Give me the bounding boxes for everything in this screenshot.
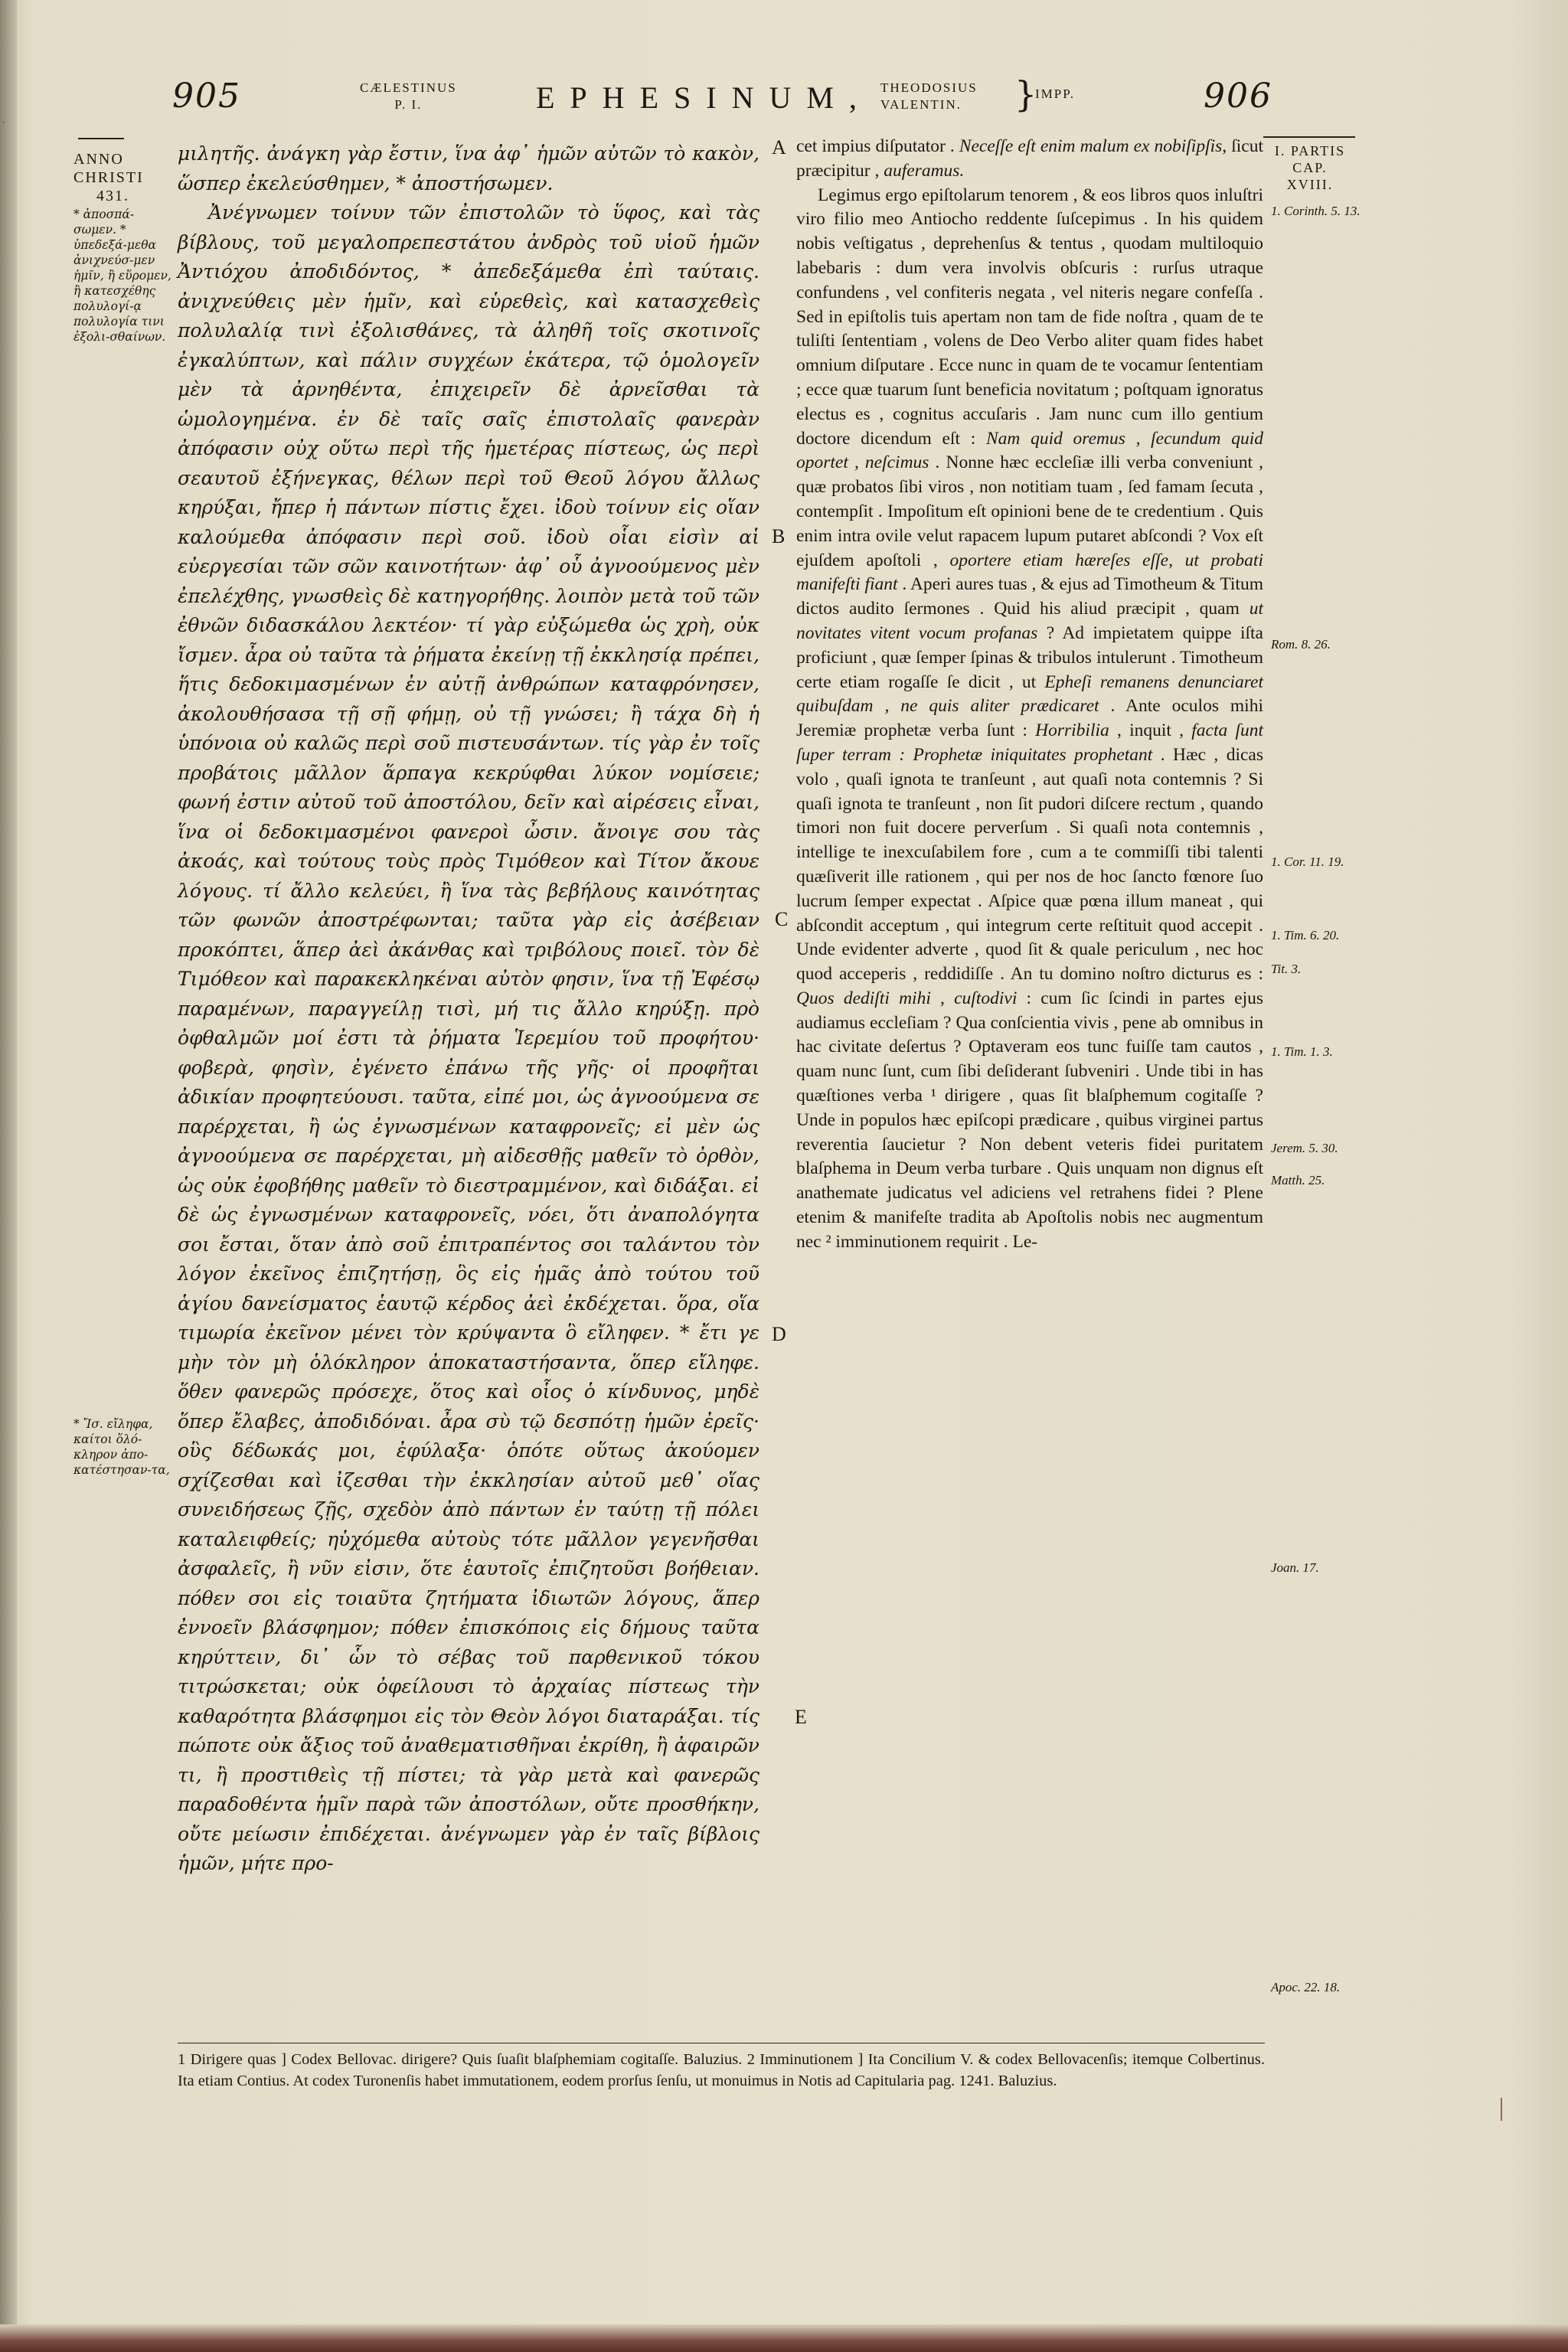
section-letter-e: E (795, 1706, 807, 1728)
section-letter-c: C (775, 908, 789, 930)
header-left-line2: P. I. (394, 97, 423, 112)
latin-text: . Nonne hæc eccleſiæ illi verba conveniunt , quæ probatos ſibi viros , non notitiam tuam , ſed famam ſecuta , contempſit . Impoſitum eſt opinioni bene de te credentium . Quis enim intra ovile velut rapacem lupum putaret abſcondi ? Vox eſt ejuſdem apoſtoli , (796, 452, 1264, 570)
quotation-text: oportere etiam hæreſes eſſe, ut probati manifeſti fiant (796, 550, 1263, 595)
margin-note-variant-1: * ἀποσπά-σωμεν. * ὑπεδεξά-μεθα ἀνιχνεύσ-μεν ἡμῖν, ἢ εὕρομεν, ἢ κατεσχέθης πολυλογί-ᾳ πολυλογία τινι ἐξολι-σθαίνων. (74, 207, 172, 344)
quotation-text: Horribilia (1035, 720, 1109, 741)
latin-paragraph (796, 135, 1263, 184)
quotation-text: facta ſunt ſuper terram : Prophetæ iniquitates prophetant (796, 720, 1263, 765)
scripture-ref: Apoc. 22. 18. (1271, 1980, 1341, 1994)
scripture-ref: Joan. 17. (1271, 1560, 1319, 1575)
page-number-right: 906 (1204, 77, 1272, 116)
scripture-ref: Jerem. 5. 30. (1271, 1141, 1338, 1155)
edge-mark: · (2, 115, 6, 131)
header-brace: } (1014, 74, 1037, 115)
anno-christi (74, 150, 165, 205)
latin-text: . Ante oculos mihi Jeremiæ prophetæ verba ſunt : (796, 696, 1263, 741)
section-letter-d: D (772, 1323, 786, 1345)
scripture-ref: 1. Corinth. 5. 13. (1271, 204, 1361, 218)
quotation-text: Quos dediſti mihi , cuſtodivi (796, 988, 1018, 1008)
latin-text: ? Ad impietatem quippe iſta proficiunt , quæ ſemper ſpinas & tribulos intulerunt . Timotheum certe etiam rogaſſe ſe dicit , ut (796, 622, 1263, 692)
quotation-text: Neceſſe eſt enim malum ex nobiſipſis (959, 136, 1223, 156)
latin-text: Legimus ergo epiſtolarum tenorem , & eos libros quos inluſtri viro filio meo Antiocho reddente ſuſcepimus . In his quidem nobis veſtigatus , deprehenſus & tentus , quodam multiloquio labebaris : dum vera involvis obſcuris : rurſus utraque confundens , vel confiteris negata , vel niteris negare confeſſa . Sed in epiſtolis tuis apertam non tam de fide noſtra , quam de te tuliſti ſententiam , volens de Deo Verbo aliter quam fides habet omnium diſputare . Ecce nunc in quam de te vocamur ſententiam ; ecce quæ tuarum ſunt beneficia novitatum ; poſtquam ignoratus electus es , cognitus accuſaris . Jam nunc cum illo gentium doctore dicendum eſt : (796, 185, 1263, 449)
anno-line1: ANNO (74, 151, 124, 168)
part-chapter-note (1265, 142, 1355, 193)
running-title: EPHESINUM, (536, 80, 872, 115)
cap-label: CAP. (1292, 160, 1328, 175)
margin-rule-right (1263, 136, 1355, 138)
header-left-line1: CÆLESTINUS (360, 80, 457, 95)
latin-text-column (796, 135, 1263, 1255)
scripture-ref: 1. Cor. 11. 19. (1271, 854, 1344, 869)
scripture-ref: Rom. 8. 26. (1271, 637, 1331, 652)
section-letter-a: A (772, 136, 786, 158)
quotation-text: ut novitates vitent vocum profanas (796, 599, 1263, 643)
quotation-text: auferamus. (884, 160, 965, 181)
margin-rule-left (78, 138, 124, 139)
latin-text: . Aperi aures tuas , & ejus ad Timotheum & Titum dictos audito ſermones . Quid his aliud præcipit , quam (796, 574, 1263, 619)
greek-paragraph: Ἀνέγνωμεν τοίνυν τῶν ἐπιστολῶν τὸ ὕφος, καὶ τὰς βίβλους, τοῦ μεγαλοπρεπεστάτου ἀνδρὸς τοῦ υἱοῦ ἡμῶν Ἀντιόχου ἀποδιδόντος, * ἀπεδεξάμεθα ἐπὶ ταύταις. ἀνιχνεύθεις μὲν ἡμῖν, καὶ εὑρεθεὶς, καὶ κατασχεθεὶς πολυλαλίᾳ τινὶ ἐξολισθάνες, τὰ ἀληθῆ τοῖς σκοτινοῖς ἐγκαλύπτων, καὶ πάλιν συγχέων ἑκάτερα, τῷ ὁμολογεῖν μὲν τὰ ἀρνηθέντα, ἐπιχειρεῖν δὲ ἀρνεῖσθαι τὰ ὡμολογημένα. ἐν δὲ ταῖς σαῖς ἐπιστολαῖς φανερὰν ἀπόφασιν οὐχ οὕτω περὶ τῆς ἡμετέρας πίστεως, ὡς περὶ σεαυτοῦ ἐξήνεγκας, θέλων περὶ τοῦ Θεοῦ λόγου ἄλλως κηρύξαι, ἤπερ ἡ πάντων πίστις ἔχει. ἰδοὺ τοίνυν εἰς οἵαν καλούμεθα ἀπόφασιν περὶ σοῦ. ἰδοὺ οἷαι εἰσὶν αἱ εὐεργεσίαι τῶν σῶν καινοτήτων· ἀφ᾽ οὗ ἀγνοούμενος μὲν ἐπελέχθης, γνωσθεὶς δὲ κατηγορήθης. λοιπὸν μετὰ τοῦ τῶν ἐθνῶν διδασκάλου λεκτέον· τί γὰρ εὐξώμεθα ὡς χρὴ, οὐκ ἴσμεν. ἆρα οὐ ταῦτα τὰ ῥήματα ἐκείνῃ τῇ ἐκκλησίᾳ πρέπει, ἥτις δεδοκιμασμένων ἐν αὐτῇ ἀνθρώπων καταφρόνησεν, ἀκολουθήσασα τῇ σῇ φήμῃ, οὐ τῇ γνώσει; ἢ τάχα δὴ ἡ ὑπόνοια οὐ καλῶς περὶ σοῦ πιστευσάντων. τίς γὰρ ἐν τοῖς προβάτοις μᾶλλον ἅρπαγα κεκρύφθαι λύκον νομίσειε; φωνή ἐστιν αὐτοῦ τοῦ ἀποστόλου, δεῖν καὶ αἱρέσεις εἶναι, ἵνα οἱ δεδοκιμασμένοι φανεροὶ ὦσιν. ἄνοιγε σου τὰς ἀκοάς, καὶ τούτους τοὺς πρὸς Τιμόθεον καὶ Τίτον ἄκουε λόγους. τί ἄλλο κελεύει, ἢ ἵνα τὰς βεβήλους καινότητας τῶν φωνῶν ἀποστρέφωνται; ταῦτα γὰρ εἰς ἀσέβειαν προκόπτει, ἅπερ ἀεὶ ἀκάνθας καὶ τριβόλους ποιεῖ. τὸν δὲ Τιμόθεον καὶ παρακεκληκέναι αὐτὸν φησιν, ἵνα τῇ Ἐφέσῳ παραμένων, παραγγείλῃ τισὶ, μή τις ἄλλο κηρύξῃ. πρὸ ὀφθαλμῶν μοί ἐστι τὰ ῥήματα Ἱερεμίου τοῦ προφήτου· φοβερὰ, φησὶν, ἐγένετο ἐπάνω τῆς γῆς· οἱ προφῆται ἀδικίαν προφητεύουσι. ταῦτα, εἰπέ μοι, ὡς ἀγνοούμενα σε παρέρχεται, ἢ ὡς ἐγνωσμένων καταφρονεῖς; εἰ μὲν ὡς ἀγνοούμενα σε παρέρχεται, μὴ αἰδεσθῇς μαθεῖν τὸ ὀρθὸν, ὡς οὐκ ἐφοβήθης μαθεῖν τὸ διεστραμμένον, καὶ διδάξαι. εἰ δὲ ὡς ἐγνωσμένων καταφρονεῖς, νόει, ὅτι ἀναπολόγητα σοι ἔσται, ὅταν ἀπὸ σοῦ ἐπιτραπέντος σοι ταλάντου τὸν λόγον ἐκεῖνος ἐπιζητήσῃ, ὃς εἰς ἡμᾶς ἀπὸ τούτου τοῦ ἁγίου δανείσματος ἑαυτῷ κέρδος ἀεὶ ἐκδέχεται. ὅρα, οἵα τιμωρία ἐκεῖνον μένει τὸν κρύψαντα ὃ εἴληφεν. * ἔτι γε μὴν τὸν μὴ ὁλόκληρον ἀποκαταστήσαντα, ὅπερ εἴληφε. ὅθεν φανερῶς πρόσεχε, ὅτος καὶ οἷος ὁ κίνδυνος, μηδὲ ὅπερ ἔλαβες, ἀποδιδόναι. ἆρα σὺ τῷ δεσπότῃ ἡμῶν ἐρεῖς· οὓς δέδωκάς μοι, ἐφύλαξα· ὁπότε οὕτως ἀκούομεν σχίζεσθαι καὶ ἰζεσθαι τὴν ἐκκλησίαν αὐτοῦ μεθ᾽ οἵας συνειδήσεως ζῇς, σχεδὸν ἀπὸ πάντων ἐν ταύτῃ τῇ πόλει καταλειφθείς; ηὐχόμεθα αὐτοὺς τότε μᾶλλον γεγενῆσθαι ἀσφαλεῖς, ἢ νῦν εἰσιν, ὅτε ἑαυτοῖς ἐπιζητοῦσι βοήθειαν. πόθεν σοι εἰς τοιαῦτα ζητήματα ἰδιωτῶν λόγους, ἅπερ ἐννοεῖν βλάσφημον; πόθεν ἐπισκόποις εἰς δήμους ταῦτα κηρύττειν, δι᾽ ὧν τὸ σέβας τοῦ παρθενικοῦ τόκου τιτρώσκεται; οὐκ ὀφείλουσι τὸ ἀρχαίας πίστεως τὴν καθαρότητα βλάσφημοι εἰς τὸν Θεὸν λόγοι διαταράξαι. τίς πώποτε οὐκ ἄξιος τοῦ ἀναθεματισθῆναι ἐκρίθη, ἢ ἀφαιρῶν τι, ἢ προστιθεὶς τῇ πίστει; τὰ γὰρ μετὰ καὶ φανερῶς παραδοθέντα ἡμῖν παρὰ τῶν ἀποστόλων, οὔτε προσθήκην, οὔτε μείωσιν ἐπιδέχεται. ἀνέγνωμεν γὰρ ἐν ταῖς βίβλοις ἡμῶν, μήτε προ- (178, 201, 760, 1874)
header-left-label (360, 80, 457, 113)
greek-text-column (178, 139, 760, 1879)
latin-text: . Hæc , dicas volo , quaſi ignota te tranſeunt , aut quaſi nota contemnis ? Si quaſi ignota te tranſeunt , non ſit pudori diſcere rectum , quando timori non fuit docere perverſum . Si quaſi nota contemnis , intellige te inexcuſabilem fore , cum a te commiſſi tibi talenti quæſiverit ille rationem , qui per nos de hoc ſancto fœnore ſuo lucrum ſemper expectat . Aſpice quæ pœna illum maneat , qui abſcondit acceptum , qui integrum certe reſtituit quod accepit . Unde evidenter adverte , quod ſit & quale periculum , nec hoc quod acceperis , reddidiſſe . An tu domino noſtro dicturus es : (796, 744, 1263, 985)
quotation-text: Nam quid oremus , ſecundum quid oportet , neſcimus (796, 428, 1263, 473)
header-impp: IMPP. (1035, 87, 1076, 101)
page-number-left: 905 (172, 77, 241, 116)
anno-line2: CHRISTI (74, 169, 144, 186)
scripture-ref: Tit. 3. (1271, 962, 1302, 976)
latin-text: : cum ſic ſcindi in partes ejus audiamus eccleſiam ? Qua conſcientia vivis , pene ab omnibus in hac civitate deſertus ? Optaveram eos tunc fuiſſe tam cautos , quam nunc ſunt, cum ſibi deſiderant ſubveniri . Unde tibi in has quæſtiones verba ¹ dirigere , quas ſit blaſphemum cogitaſſe ? Unde in populos hæc epiſcopi prædicare , quibus virginei partus reverentia ſaucietur ? Non debent veteris fidei puritatem blaſphema in Deum verba turbare . Quis unquam non dignus eſt anathemate judicatus vel adiciens vel retrahens fidei ? Plene etenim & manifeſte tradita ab Apoſtolis nobis nec augmentum nec ² imminutionem requirit . Le- (796, 988, 1264, 1252)
header-right-line2: VALENTIN. (880, 97, 962, 112)
header-right-label (880, 80, 978, 113)
edge-mark-right (1501, 2098, 1502, 2121)
page-bottom-edge (0, 2324, 1568, 2352)
quotation-text: Epheſi remanens denunciaret quibuſdam , ne quis aliter prædicaret (796, 671, 1263, 717)
book-spine (0, 0, 17, 2352)
latin-text: , ſicut præcipitur , (796, 136, 1263, 181)
anno-year: 431. (96, 188, 129, 204)
scripture-ref: Matth. 25. (1271, 1173, 1325, 1187)
cap-number: XVIII. (1286, 177, 1334, 192)
latin-text: , inquit , (1109, 720, 1192, 741)
section-letter-b: B (772, 525, 786, 547)
greek-paragraph: μιλητῆς. ἀνάγκη γὰρ ἔστιν, ἵνα ἀφ᾽ ἡμῶν αὐτῶν τὸ κακὸν, ὥσπερ ἐκελεύσθημεν, * ἀποστήσωμεν. (178, 142, 760, 194)
margin-note-variant-2: * Ἴσ. εἴληφα, καίτοι ὅλό-κληρον ἀπο-κατέστησαν-τα, (74, 1417, 170, 1477)
latin-text: cet impius diſputator . (796, 136, 959, 156)
part-label: I. PARTIS (1274, 143, 1346, 158)
latin-paragraph (796, 184, 1263, 1255)
scripture-ref: 1. Tim. 6. 20. (1271, 928, 1340, 942)
header-right-line1: THEODOSIUS (880, 80, 978, 95)
footnotes: 1 Dirigere quas ] Codex Bellovac. dirigere? Quis ſuaſit blaſphemiam cogitaſſe. Baluzius. 2 Imminutionem ] Ita Concilium V. & codex Bellovacenſis; itemque Colbertinus. Ita etiam Contius. At codex Turonenſis habet immutationem, eodem prorſus ſenſu, ut monuimus in Notis ad Capitularia pag. 1241. Baluzius. (178, 2051, 1265, 2089)
scripture-ref: 1. Tim. 1. 3. (1271, 1044, 1333, 1059)
